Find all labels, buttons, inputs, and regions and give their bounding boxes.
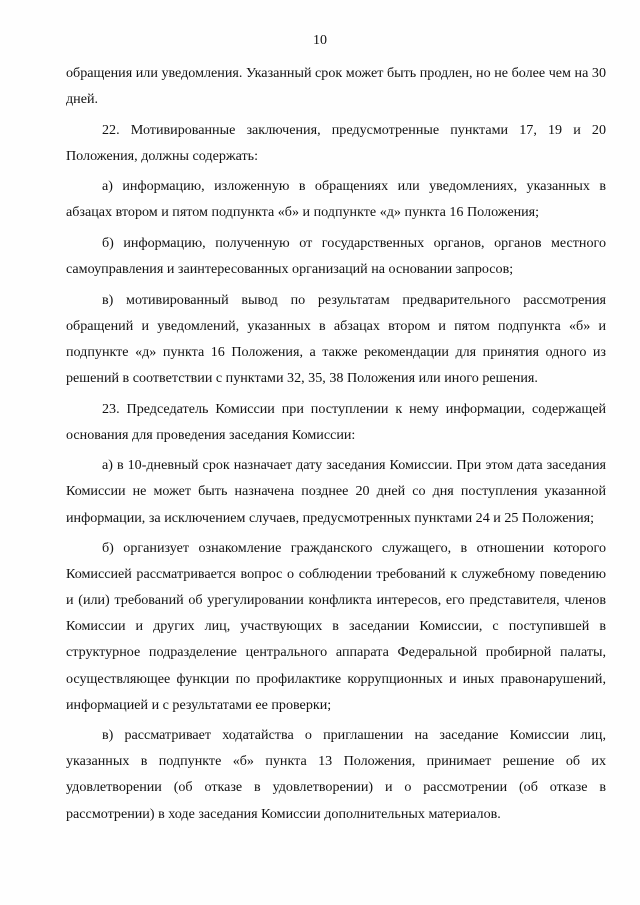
page-number: 10 — [313, 33, 327, 48]
paragraph-22-b: б) информацию, полученную от государственных органов, органов местного самоуправления и заинтересованных организаций на основании запросов; — [66, 235, 606, 278]
paragraph-22-v: в) мотивированный вывод по результатам предварительного рассмотрения обращений и уведомлений, указанных в абзацах втором и пятом подпункта «б» и подпункте «д» пункта 16 Положения, а также рекомендации для принятия одного из решений в соответствии с пунктами 32, 35, 38 Положения или иного решения. — [66, 291, 606, 387]
paragraph-23: 23. Председатель Комиссии при поступлении к нему информации, содержащей основания для проведения заседания Комиссии: — [66, 400, 606, 443]
paragraph-continuation: обращения или уведомления. Указанный срок может быть продлен, но не более чем на 30 дней. — [66, 65, 606, 108]
paragraph-22: 22. Мотивированные заключения, предусмотренные пунктами 17, 19 и 20 Положения, должны содержать: — [66, 121, 606, 164]
paragraph-23-a: а) в 10-дневный срок назначает дату заседания Комиссии. При этом дата заседания Комиссии не может быть назначена позднее 20 дней со дня поступления указанной информации, за исключением случаев, предусмотренных пунктами 24 и 25 Положения; — [66, 457, 606, 526]
paragraph-23-b: б) организует ознакомление гражданского служащего, в отношении которого Комиссией рассматривается вопрос о соблюдении требований к служебному поведению и (или) требований об урегулировании конфликта интересов, его представителя, членов Комиссии и других лиц, участвующих в заседании Комиссии, с поступившей в структурное подразделение центрального аппарата Федеральной пробирной палаты, осуществляющее функции по профилактике коррупционных и иных правонарушений, информацией и с результатами ее проверки; — [66, 540, 606, 713]
paragraph-22-a: а) информацию, изложенную в обращениях или уведомлениях, указанных в абзацах втором и пятом подпункта «б» и подпункте «д» пункта 16 Положения; — [66, 178, 606, 221]
document-body — [66, 60, 606, 827]
paragraph-23-v: в) рассматривает ходатайства о приглашении на заседание Комиссии лиц, указанных в подпункте «б» пункта 13 Положения, принимает решение об их удовлетворении (об отказе в удовлетворении) и о рассмотрении (об отказе в рассмотрении) в ходе заседания Комиссии дополнительных материалов. — [66, 727, 606, 822]
